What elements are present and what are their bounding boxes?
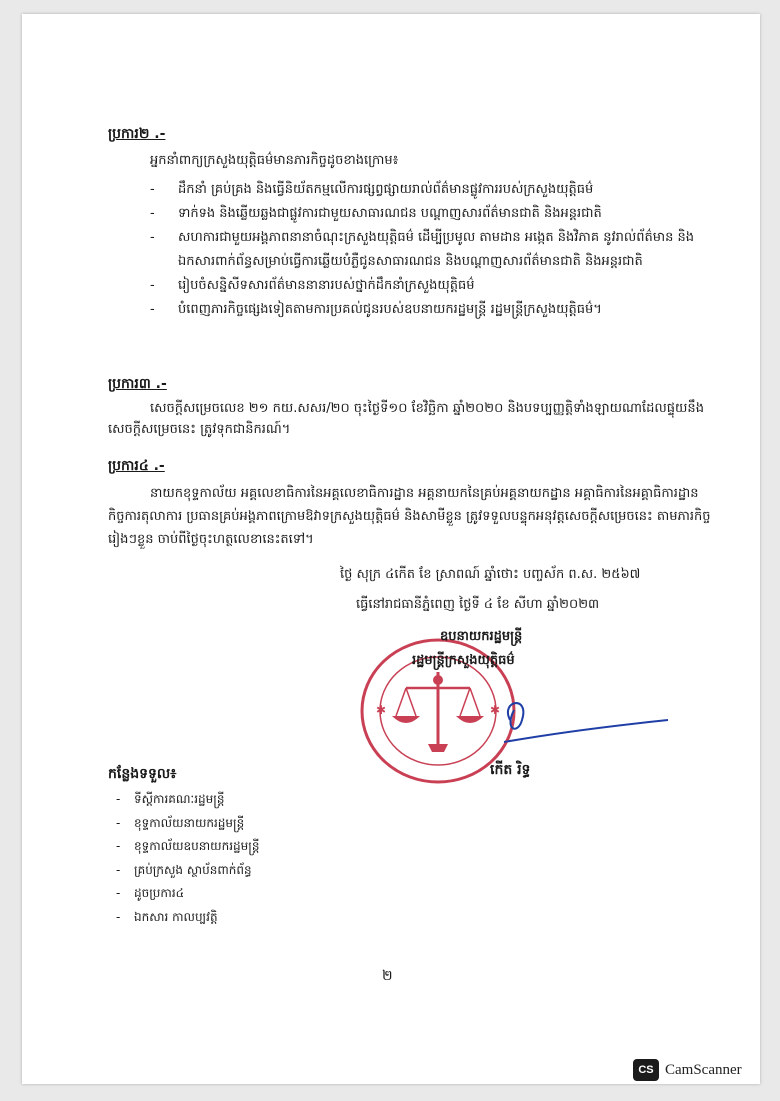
signature-icon	[490, 690, 680, 760]
article-3-heading: ប្រការ៣ .-	[108, 376, 167, 392]
camscanner-label: CamScanner	[665, 1061, 742, 1078]
signatory-name: កើត រិទ្ធ	[490, 762, 531, 778]
signatory-title-deputy-pm: ឧបនាយករដ្ឋមន្ត្រី	[440, 629, 523, 644]
recipient-item: - ឯកសារ កាលប្បវត្តិ	[116, 909, 218, 924]
solar-date: ធ្វើនៅរាជធានីភ្នំពេញ ថ្ងៃទី ៤ ខែ សីហា ឆ្នាំ២០២៣	[356, 597, 600, 612]
recipient-item: - គ្រប់ក្រសួង ស្ថាប័នពាក់ព័ន្ធ	[116, 862, 252, 877]
svg-text:✱: ✱	[376, 703, 387, 717]
article-4-heading: ប្រការ៤ .-	[108, 458, 165, 474]
recipient-item: - ខុទ្ទកាល័យនាយករដ្ឋមន្ត្រី	[116, 815, 245, 830]
recipients-list	[108, 788, 259, 929]
article-3-text: សេចក្តីសម្រេចលេខ ២១ កយ.សសរ/២០ ចុះថ្ងៃទី១០ ខែវិច្ឆិកា ឆ្នាំ២០២០ និងបទប្បញ្ញត្តិទាំងឡាយណាដែលផ្ទុយនឹងសេចក្តីសម្រេចនេះ ត្រូវទុកជានិករណ៍។	[108, 401, 704, 437]
signatory-title-minister: រដ្ឋមន្ត្រីក្រសួងយុត្តិធម៌	[412, 653, 515, 668]
recipient-item: - ខុទ្ទកាល័យឧបនាយករដ្ឋមន្ត្រី	[116, 839, 260, 853]
camscanner-watermark	[633, 1058, 742, 1082]
duty-item: - បំពេញភារកិច្ចផ្សេងទៀតតាមការប្រគល់ជូនរបស់ឧបនាយករដ្ឋមន្ត្រី រដ្ឋមន្ត្រីក្រសួងយុត្តិធម៌។	[150, 302, 602, 317]
duty-item: - រៀបចំសន្និសីទសារព័ត៌មាននានារបស់ថ្នាក់ដឹកនាំក្រសួងយុត្តិធម៌	[150, 278, 475, 293]
article-4-text: នាយកខុទ្ទកាល័យ អគ្គលេខាធិការនៃអគ្គលេខាធិការដ្ឋាន អគ្គនាយកនៃគ្រប់អគ្គនាយកដ្ឋាន អគ្គាធិការនៃអគ្គាធិការដ្ឋានកិច្ចការតុលាការ ប្រធានគ្រប់អង្គភាពក្រោមឱវាទក្រសួងយុត្តិធម៌ និងសាមីខ្លួន ត្រូវទទួលបន្ទុកអនុវត្តសេចក្តីសម្រេចនេះ តាមភារកិច្ចរៀងៗខ្លួន ចាប់ពីថ្ងៃចុះហត្ថលេខានេះតទៅ។	[108, 486, 711, 547]
camscanner-logo-icon: CS	[633, 1059, 659, 1081]
recipient-item: - ដូចប្រការ៤	[116, 886, 185, 900]
lunar-date: ថ្ងៃ សុក្រ ៤កើត ខែ ស្រាពណ៍ ឆ្នាំថោះ បញ្ចស័ក ព.ស. ២៥៦៧	[340, 567, 641, 582]
recipients-heading: កន្លែងទទួល៖	[108, 766, 177, 782]
duty-item: - សហការជាមួយអង្គភាពនានាចំណុះក្រសួងយុត្តិធម៌ ដើម្បីប្រមូល តាមដាន អង្កេត និងវិភាគ នូវរាល់ព័ត៌មាន និងឯកសារពាក់ព័ន្ធសម្រាប់ធ្វើការឆ្លើយបំភ្លឺជូនសាធារណជន និងបណ្តាញសារព័ត៌មានជាតិ និងអន្តរជាតិ	[150, 230, 694, 269]
article-2-duties-list	[150, 178, 710, 322]
page-number: ២	[382, 968, 393, 984]
duty-item: - ទាក់ទង និងឆ្លើយឆ្លងជាផ្លូវការជាមួយសាធារណជន បណ្តាញសារព័ត៌មានជាតិ និងអន្តរជាតិ	[150, 206, 602, 221]
recipient-item: - ទីស្តីការគណៈរដ្ឋមន្ត្រី	[116, 792, 225, 806]
duty-item: - ដឹកនាំ គ្រប់គ្រង និងធ្វើនិយ័តកម្មលើការផ្សព្វផ្សាយរាល់ព័ត៌មានផ្លូវការរបស់ក្រសួងយុត្តិធម៌	[150, 182, 594, 197]
article-2-heading: ប្រការ២ .-	[108, 126, 166, 142]
article-2-intro: អ្នកនាំពាក្យក្រសួងយុត្តិធម៌មានភារកិច្ចដូចខាងក្រោម៖	[150, 153, 399, 168]
svg-text:✱: ✱	[490, 703, 501, 717]
